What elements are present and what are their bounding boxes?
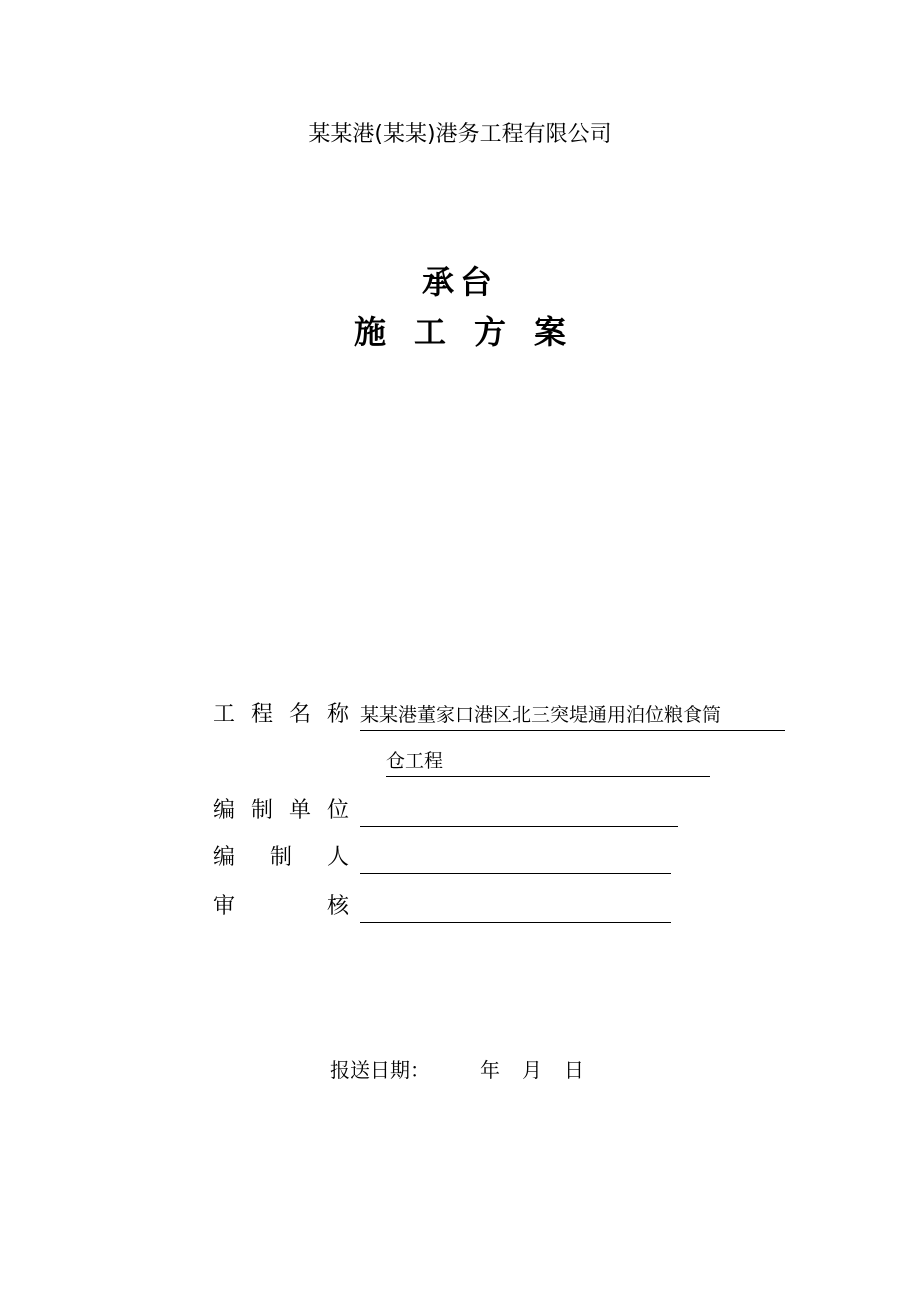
submission-date-label: 报送日期：: [330, 1058, 430, 1082]
compiling-unit-label: [213, 796, 349, 826]
month-unit: 月: [522, 1058, 542, 1082]
label-char: 工: [213, 702, 236, 727]
day-unit: 日: [564, 1058, 584, 1082]
compiling-unit-field[interactable]: [360, 796, 678, 827]
compiler-label: [213, 843, 349, 873]
label-char: 单: [288, 798, 311, 823]
label-char: 位: [326, 798, 349, 823]
label-char: 称: [326, 702, 349, 727]
label-char: 制: [250, 798, 273, 823]
year-unit: 年: [480, 1058, 500, 1082]
label-char: 编: [213, 845, 236, 870]
label-char: 名: [288, 702, 311, 727]
document-title-line2: 施工方案: [353, 313, 594, 351]
label-char: 制: [269, 845, 292, 870]
project-name-value-line2: 仓工程: [386, 750, 444, 772]
label-char: 程: [250, 702, 273, 727]
project-name-field-line2[interactable]: [386, 746, 710, 777]
project-name-field-line1[interactable]: [360, 700, 785, 731]
label-char: 审: [213, 894, 236, 919]
submission-date: [330, 1055, 606, 1085]
document-title-line1: 承台: [421, 263, 498, 301]
company-name: 某某港(某某)港务工程有限公司: [308, 122, 612, 147]
label-char: 编: [213, 798, 236, 823]
label-char: 核: [326, 894, 349, 919]
reviewer-field[interactable]: [360, 892, 671, 923]
project-name-label: [213, 700, 349, 730]
compiler-field[interactable]: [360, 843, 671, 874]
label-char: 人: [326, 845, 349, 870]
project-name-value-line1: 某某港董家口港区北三突堤通用泊位粮食筒: [360, 704, 722, 726]
reviewer-label: [213, 892, 349, 922]
